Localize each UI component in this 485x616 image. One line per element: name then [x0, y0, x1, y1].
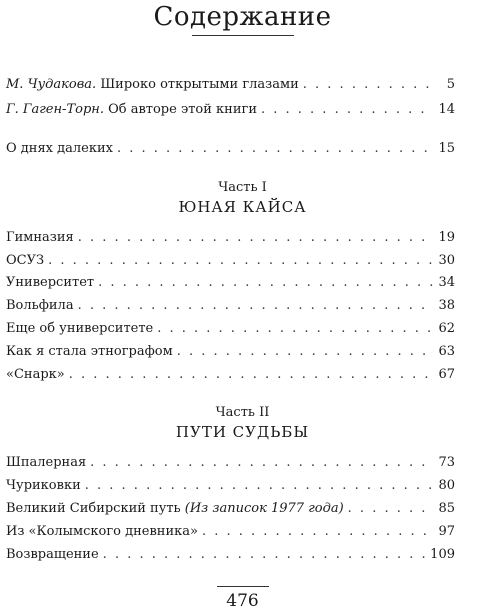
dot-leader — [348, 501, 433, 517]
dot-leader — [103, 547, 427, 563]
dot-leader — [303, 77, 433, 93]
title-underline — [192, 35, 294, 36]
toc-entry — [6, 455, 455, 471]
entry-note: (Из записок 1977 года) — [184, 501, 344, 516]
entry-title: Чуриковки — [6, 478, 81, 493]
dot-leader — [177, 344, 433, 360]
entry-page: 15 — [438, 141, 455, 156]
dot-leader — [78, 230, 433, 246]
toc-entry — [6, 230, 455, 246]
entry-title: «Снарк» — [6, 367, 65, 382]
entry-page: 109 — [430, 547, 455, 562]
entry-page: 14 — [438, 102, 455, 117]
toc-entry — [6, 253, 455, 269]
toc-entry — [6, 524, 455, 540]
entry-title: Еще об университете — [6, 321, 154, 336]
entry-page: 38 — [438, 298, 455, 313]
entry-title: Шпалерная — [6, 455, 87, 470]
entry-author: М. Чудакова. — [6, 77, 97, 92]
toc-entry — [6, 547, 455, 563]
entry-page: 5 — [446, 77, 455, 92]
entry-title: Университет — [6, 275, 95, 290]
folio-rule — [217, 586, 269, 587]
dot-leader — [90, 455, 433, 471]
entry-page: 97 — [438, 524, 455, 539]
dot-leader — [69, 367, 433, 383]
dot-leader — [202, 524, 433, 540]
entry-title: Об авторе этой книги — [103, 102, 257, 117]
entry-page: 62 — [438, 321, 455, 336]
entry-page: 63 — [438, 344, 455, 359]
part-label: Часть II — [215, 405, 270, 420]
dot-leader — [261, 102, 433, 118]
dot-leader — [117, 141, 433, 157]
part-title: ЮНАЯ КАЙСА — [178, 198, 307, 216]
entry-title: Широко открытыми глазами — [96, 77, 299, 92]
entry-page: 34 — [438, 275, 455, 290]
toc-entry — [6, 321, 455, 337]
toc-entry — [6, 344, 455, 360]
entry-page: 85 — [438, 501, 455, 516]
entry-page: 73 — [438, 455, 455, 470]
entry-title: Великий Сибирский путь — [6, 501, 185, 516]
dot-leader — [157, 321, 433, 337]
entry-title: Как я стала этнографом — [6, 344, 173, 359]
entry-page: 67 — [438, 367, 455, 382]
toc-entry — [6, 141, 455, 157]
page-number: 476 — [226, 591, 259, 611]
part-label: Часть I — [218, 180, 267, 195]
entry-page: 19 — [438, 230, 455, 245]
toc-entry — [6, 478, 455, 494]
toc-entry — [6, 77, 455, 93]
dot-leader — [85, 478, 433, 494]
entry-title: ОСУЗ — [6, 253, 45, 268]
entry-title: О днях далеких — [6, 141, 113, 156]
dot-leader — [98, 275, 433, 291]
toc-entry — [6, 367, 455, 383]
entry-title: Из «Колымского дневника» — [6, 524, 198, 539]
dot-leader — [78, 298, 433, 314]
entry-page: 80 — [438, 478, 455, 493]
entry-author: Г. Гаген-Торн. — [6, 102, 104, 117]
entry-title: Вольфила — [6, 298, 74, 313]
toc-entry — [6, 298, 455, 314]
toc-entry — [6, 501, 455, 517]
toc-entry — [6, 102, 455, 118]
part-title: ПУТИ СУДЬБЫ — [175, 423, 310, 441]
entry-title: Гимназия — [6, 230, 74, 245]
entry-page: 30 — [438, 253, 455, 268]
page-title: Содержание — [153, 2, 332, 32]
entry-title: Возвращение — [6, 547, 99, 562]
dot-leader — [48, 253, 433, 269]
toc-entry — [6, 275, 455, 291]
